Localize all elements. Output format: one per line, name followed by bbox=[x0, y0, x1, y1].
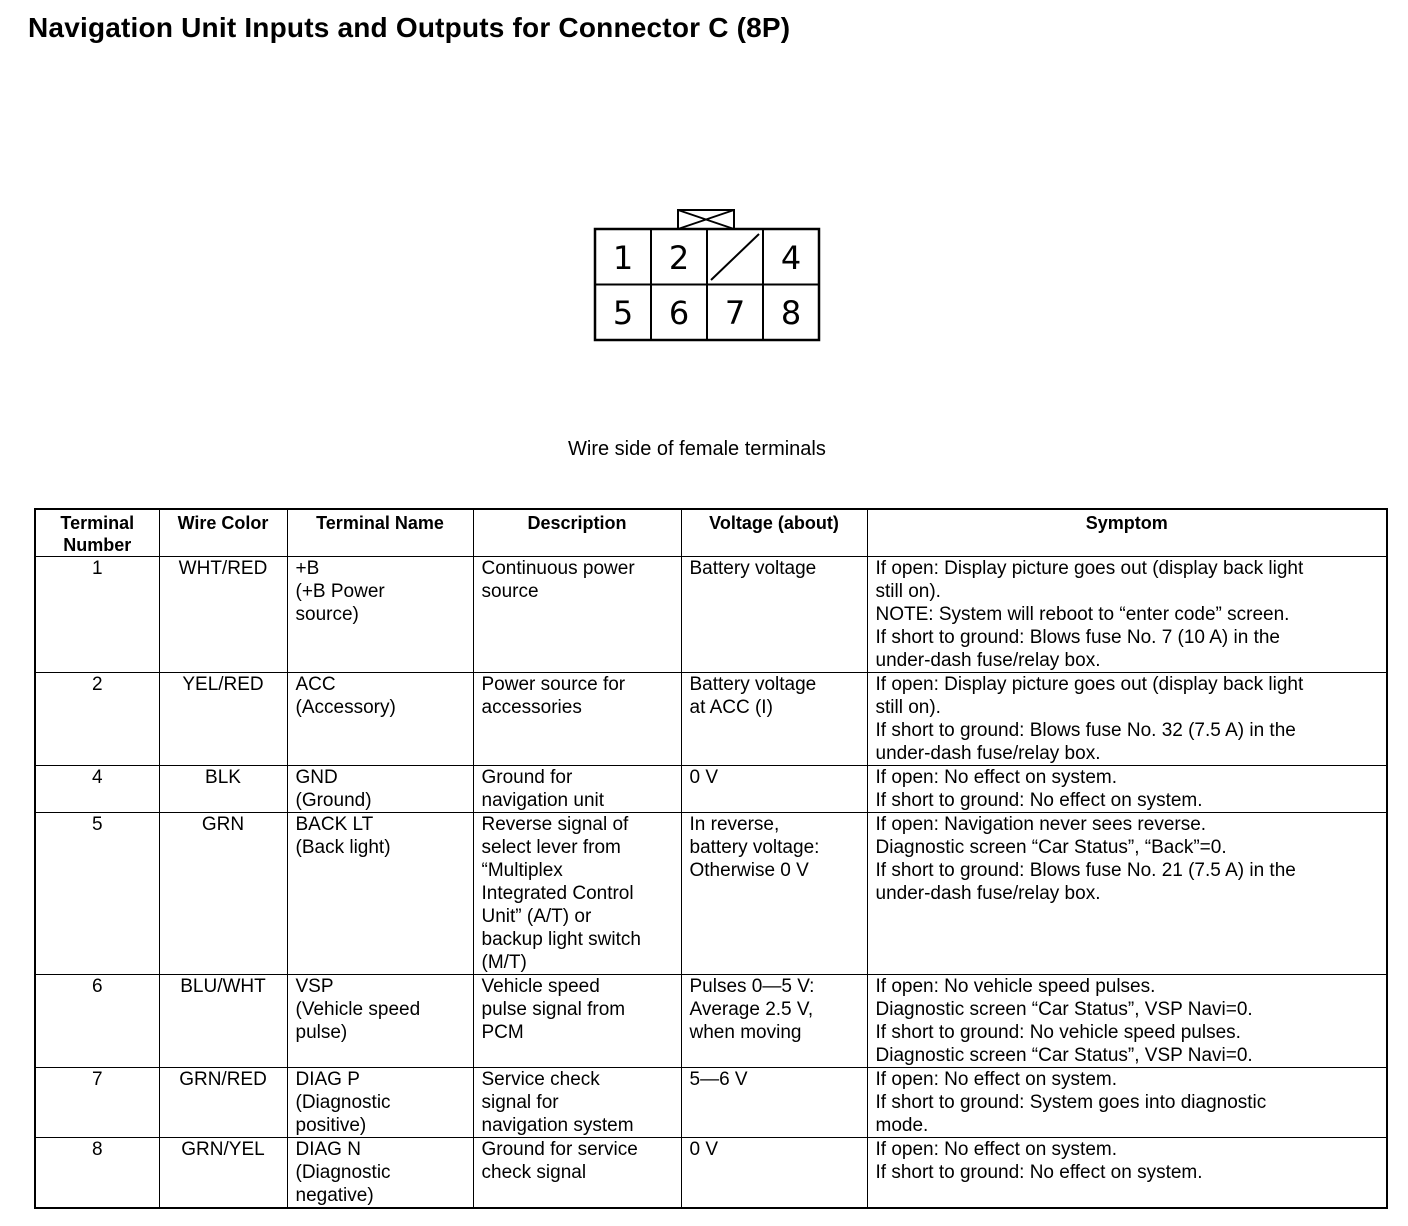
cell-symptom bbox=[867, 1138, 1387, 1209]
cell-terminal-name bbox=[287, 813, 473, 975]
cell-symptom-line: If open: No effect on system. bbox=[875, 1139, 1117, 1160]
cell-voltage bbox=[681, 557, 867, 673]
cell-terminal-name-line: DIAG P bbox=[295, 1069, 360, 1090]
cell-voltage-line: at ACC (I) bbox=[689, 697, 773, 718]
cell-symptom bbox=[867, 1068, 1387, 1138]
cell-voltage-line: Pulses 0—5 V: bbox=[689, 976, 815, 997]
cell-description-line: Vehicle speed bbox=[481, 976, 600, 997]
cell-symptom bbox=[867, 557, 1387, 673]
pin-label: 1 bbox=[612, 239, 634, 277]
cell-wire-color: GRN bbox=[159, 813, 287, 975]
table-row bbox=[35, 975, 1387, 1068]
cell-description-line: Power source for bbox=[481, 674, 626, 695]
cell-terminal-number: 5 bbox=[35, 813, 159, 975]
cell-description-line: check signal bbox=[481, 1162, 587, 1183]
cell-terminal-name-line: (Back light) bbox=[295, 837, 391, 858]
cell-voltage-line: Average 2.5 V, bbox=[689, 999, 814, 1020]
cell-wire-color: BLK bbox=[159, 766, 287, 813]
cell-description-line: source bbox=[481, 581, 539, 602]
cell-terminal-number: 6 bbox=[35, 975, 159, 1068]
cell-terminal-name bbox=[287, 1138, 473, 1209]
pin-label: 6 bbox=[668, 294, 690, 332]
table-row bbox=[35, 673, 1387, 766]
cell-terminal-name-line: (Vehicle speed bbox=[295, 999, 421, 1020]
table-row bbox=[35, 813, 1387, 975]
table-row bbox=[35, 1138, 1387, 1209]
cell-description-line: “Multiplex bbox=[481, 860, 563, 881]
cell-description bbox=[473, 557, 681, 673]
cell-description-line: Service check bbox=[481, 1069, 600, 1090]
cell-description-line: signal for bbox=[481, 1092, 559, 1113]
cell-voltage-line: Otherwise 0 V bbox=[689, 860, 809, 881]
cell-description-line: backup light switch bbox=[481, 929, 641, 950]
connector-diagram bbox=[592, 208, 824, 344]
cell-terminal-name-line: (Ground) bbox=[295, 790, 372, 811]
cell-terminal-name bbox=[287, 673, 473, 766]
cell-symptom-line: mode. bbox=[875, 1115, 929, 1136]
cell-voltage-line: 0 V bbox=[689, 767, 719, 788]
cell-terminal-name-line: ACC bbox=[295, 674, 336, 695]
cell-symptom-line: If short to ground: No effect on system. bbox=[875, 1162, 1203, 1183]
cell-symptom-line: If open: No effect on system. bbox=[875, 1069, 1117, 1090]
cell-description-line: accessories bbox=[481, 697, 582, 718]
cell-description-line: Reverse signal of bbox=[481, 814, 629, 835]
cell-description-line: navigation system bbox=[481, 1115, 634, 1136]
cell-description-line: Ground for service bbox=[481, 1139, 638, 1160]
cell-description bbox=[473, 813, 681, 975]
cell-voltage-line: when moving bbox=[689, 1022, 802, 1043]
cell-description-line: PCM bbox=[481, 1022, 524, 1043]
cell-symptom-line: If short to ground: Blows fuse No. 7 (10 A) in the bbox=[875, 627, 1280, 648]
pin-label: 8 bbox=[780, 294, 802, 332]
cell-symptom bbox=[867, 813, 1387, 975]
cell-wire-color: GRN/RED bbox=[159, 1068, 287, 1138]
cell-terminal-number: 7 bbox=[35, 1068, 159, 1138]
cell-terminal-number: 8 bbox=[35, 1138, 159, 1209]
cell-symptom-line: If open: Display picture goes out (display back light bbox=[875, 674, 1304, 695]
cell-description bbox=[473, 1138, 681, 1209]
cell-symptom bbox=[867, 673, 1387, 766]
cell-voltage-line: Battery voltage bbox=[689, 674, 817, 695]
cell-voltage bbox=[681, 1138, 867, 1209]
cell-voltage bbox=[681, 813, 867, 975]
pin-label: 7 bbox=[724, 294, 746, 332]
cell-terminal-name bbox=[287, 975, 473, 1068]
header-description: Description bbox=[473, 509, 681, 557]
cell-description-line: Integrated Control bbox=[481, 883, 634, 904]
pin-label: 5 bbox=[612, 294, 634, 332]
cell-terminal-name-line: BACK LT bbox=[295, 814, 374, 835]
cell-symptom-line: If short to ground: No vehicle speed pulses. bbox=[875, 1022, 1241, 1043]
cell-wire-color: WHT/RED bbox=[159, 557, 287, 673]
header-voltage: Voltage (about) bbox=[681, 509, 867, 557]
cell-symptom-line: Diagnostic screen “Car Status”, VSP Navi=0. bbox=[875, 1045, 1253, 1066]
cell-terminal-name-line: (Diagnostic bbox=[295, 1092, 391, 1113]
cell-symptom-line: still on). bbox=[875, 581, 941, 602]
pin-label: 4 bbox=[780, 239, 802, 277]
cell-terminal-name bbox=[287, 766, 473, 813]
cell-symptom-line: If open: No effect on system. bbox=[875, 767, 1117, 788]
cell-symptom-line: Diagnostic screen “Car Status”, VSP Navi=0. bbox=[875, 999, 1253, 1020]
cell-terminal-name bbox=[287, 1068, 473, 1138]
cell-description-line: (M/T) bbox=[481, 952, 527, 973]
cell-terminal-name-line: (+B Power bbox=[295, 581, 385, 602]
cell-terminal-name-line: +B bbox=[295, 558, 320, 579]
cell-terminal-name-line: (Accessory) bbox=[295, 697, 396, 718]
cell-symptom bbox=[867, 975, 1387, 1068]
header-terminal-name: Terminal Name bbox=[287, 509, 473, 557]
cell-voltage-line: In reverse, bbox=[689, 814, 780, 835]
cell-terminal-name-line: source) bbox=[295, 604, 359, 625]
cell-terminal-name-line: GND bbox=[295, 767, 338, 788]
cell-description-line: Unit” (A/T) or bbox=[481, 906, 592, 927]
table-header-row bbox=[35, 509, 1387, 557]
cell-terminal-name-line: DIAG N bbox=[295, 1139, 361, 1160]
cell-terminal-number: 1 bbox=[35, 557, 159, 673]
cell-symptom-line: still on). bbox=[875, 697, 941, 718]
table-row bbox=[35, 766, 1387, 813]
cell-symptom-line: If open: Display picture goes out (display back light bbox=[875, 558, 1304, 579]
cell-symptom-line: Diagnostic screen “Car Status”, “Back”=0. bbox=[875, 837, 1227, 858]
cell-terminal-name-line: (Diagnostic bbox=[295, 1162, 391, 1183]
cell-voltage-line: 5—6 V bbox=[689, 1069, 748, 1090]
connector-caption: Wire side of female terminals bbox=[568, 438, 826, 460]
cell-terminal-number: 2 bbox=[35, 673, 159, 766]
cell-symptom-line: If short to ground: No effect on system. bbox=[875, 790, 1203, 811]
cell-description-line: navigation unit bbox=[481, 790, 605, 811]
io-table bbox=[34, 508, 1388, 1209]
cell-description-line: pulse signal from bbox=[481, 999, 626, 1020]
cell-terminal-name-line: positive) bbox=[295, 1115, 367, 1136]
cell-description-line: Continuous power bbox=[481, 558, 635, 579]
cell-symptom-line: under-dash fuse/relay box. bbox=[875, 743, 1101, 764]
cell-wire-color: GRN/YEL bbox=[159, 1138, 287, 1209]
table-row bbox=[35, 557, 1387, 673]
locking-tab-icon bbox=[678, 210, 734, 229]
table-body bbox=[35, 557, 1387, 1209]
cell-voltage bbox=[681, 766, 867, 813]
cell-symptom-line: If short to ground: Blows fuse No. 32 (7.5 A) in the bbox=[875, 720, 1296, 741]
cell-symptom-line: If short to ground: Blows fuse No. 21 (7.5 A) in the bbox=[875, 860, 1296, 881]
cell-terminal-name-line: pulse) bbox=[295, 1022, 348, 1043]
header-terminal-number: Terminal Number bbox=[35, 509, 159, 557]
header-wire-color: Wire Color bbox=[159, 509, 287, 557]
cell-symptom-line: under-dash fuse/relay box. bbox=[875, 883, 1101, 904]
cell-symptom-line: If open: No vehicle speed pulses. bbox=[875, 976, 1156, 997]
cell-description-line: Ground for bbox=[481, 767, 573, 788]
cell-voltage-line: 0 V bbox=[689, 1139, 719, 1160]
cell-description-line: select lever from bbox=[481, 837, 621, 858]
cell-terminal-name-line: negative) bbox=[295, 1185, 374, 1206]
cell-symptom-line: If open: Navigation never sees reverse. bbox=[875, 814, 1207, 835]
cell-voltage bbox=[681, 673, 867, 766]
cell-description bbox=[473, 766, 681, 813]
cell-symptom-line: NOTE: System will reboot to “enter code” screen. bbox=[875, 604, 1290, 625]
cell-voltage bbox=[681, 975, 867, 1068]
cell-wire-color: YEL/RED bbox=[159, 673, 287, 766]
connector-svg bbox=[592, 208, 824, 344]
cell-terminal-number: 4 bbox=[35, 766, 159, 813]
page-title: Navigation Unit Inputs and Outputs for Connector C (8P) bbox=[28, 12, 791, 43]
cell-description bbox=[473, 975, 681, 1068]
cell-description bbox=[473, 673, 681, 766]
pin-label: 2 bbox=[668, 239, 690, 277]
cell-terminal-name bbox=[287, 557, 473, 673]
header-symptom: Symptom bbox=[867, 509, 1387, 557]
cell-symptom bbox=[867, 766, 1387, 813]
cell-terminal-name-line: VSP bbox=[295, 976, 334, 997]
cell-voltage-line: battery voltage: bbox=[689, 837, 820, 858]
cell-description bbox=[473, 1068, 681, 1138]
cell-voltage bbox=[681, 1068, 867, 1138]
cell-voltage-line: Battery voltage bbox=[689, 558, 817, 579]
cell-wire-color: BLU/WHT bbox=[159, 975, 287, 1068]
cell-symptom-line: under-dash fuse/relay box. bbox=[875, 650, 1101, 671]
table-row bbox=[35, 1068, 1387, 1138]
cell-symptom-line: If short to ground: System goes into diagnostic bbox=[875, 1092, 1267, 1113]
